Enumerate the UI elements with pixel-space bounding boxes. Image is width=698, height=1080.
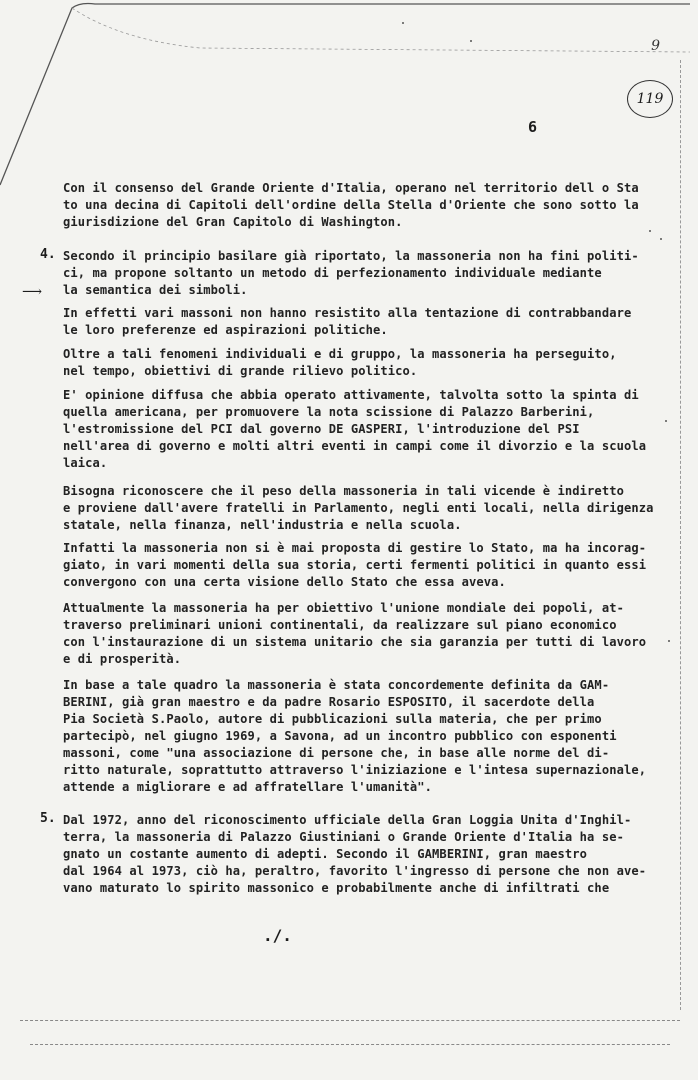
- text-line: In base a tale quadro la massoneria è stata concordemente definita da GAM-: [63, 678, 610, 692]
- page-number: 6: [528, 118, 538, 136]
- paragraph: [63, 180, 639, 231]
- paragraph: [63, 812, 647, 897]
- paragraph: [63, 387, 647, 472]
- text-line: statale, nella finanza, nell'industria e nella scuola.: [63, 518, 462, 532]
- text-line: Oltre a tali fenomeni individuali e di gruppo, la massoneria ha perseguito,: [63, 347, 617, 361]
- text-line: attende a migliorare e ad affratellare l'umanità".: [63, 780, 433, 794]
- text-line: traverso preliminari unioni continentali, da realizzare sul piano economico: [63, 618, 617, 632]
- text-line: Bisogna riconoscere che il peso della massoneria in tali vicende è indiretto: [63, 484, 624, 498]
- text-line: convergono con una certa visione dello Stato che essa aveva.: [63, 575, 506, 589]
- stamp-number: 119: [636, 91, 664, 107]
- speck: [668, 640, 670, 642]
- text-line: Infatti la massoneria non si è mai proposta di gestire lo Stato, ma ha incorag-: [63, 541, 647, 555]
- text-line: giato, in vari momenti della sua storia, certi fermenti politici in quanto essi: [63, 558, 647, 572]
- text-line: dal 1964 al 1973, ciò ha, peraltro, favorito l'ingresso di persone che non ave-: [63, 864, 647, 878]
- text-line: la semantica dei simboli.: [63, 283, 248, 297]
- text-line: le loro preferenze ed aspirazioni politiche.: [63, 323, 388, 337]
- text-line: In effetti vari massoni non hanno resistito alla tentazione di contrabbandare: [63, 306, 632, 320]
- text-line: e proviene dall'avere fratelli in Parlamento, negli enti locali, nella dirigenza: [63, 501, 654, 515]
- speck: [660, 238, 662, 240]
- bottom-dashed-rule: [20, 1020, 680, 1021]
- paragraph: [63, 600, 647, 668]
- bottom-dashed-rule-2: [30, 1044, 670, 1045]
- text-line: ritto naturale, soprattutto attraverso l'iniziazione e l'intesa supernazionale,: [63, 763, 647, 777]
- text-line: Dal 1972, anno del riconoscimento ufficiale della Gran Loggia Unita d'Inghil-: [63, 813, 632, 827]
- text-line: massoni, come "una associazione di persone che, in base alle norme del di-: [63, 746, 610, 760]
- paragraph: [63, 540, 647, 591]
- paragraph: [63, 346, 633, 380]
- text-line: e di prosperità.: [63, 652, 182, 666]
- text-line: Secondo il principio basilare già riportato, la massoneria non ha fini politi-: [63, 249, 639, 263]
- paragraph: [63, 305, 633, 339]
- text-line: Attualmente la massoneria ha per obiettivo l'unione mondiale dei popoli, at-: [63, 601, 624, 615]
- text-line: partecipò, nel giugno 1969, a Savona, ad un incontro pubblico con esponenti: [63, 729, 617, 743]
- text-line: E' opinione diffusa che abbia operato attivamente, talvolta sotto la spinta di: [63, 388, 639, 402]
- text-line: laica.: [63, 456, 108, 470]
- text-line: giurisdizione del Gran Capitolo di Washington.: [63, 215, 403, 229]
- paragraph: [63, 677, 647, 796]
- text-line: BERINI, già gran maestro e da padre Rosario ESPOSITO, il sacerdote della: [63, 695, 595, 709]
- text-line: nell'area di governo e molti altri eventi in campi come il divorzio e la scuola: [63, 439, 647, 453]
- page-stamp: [627, 80, 673, 118]
- paragraph: [63, 483, 654, 534]
- speck: [649, 230, 651, 232]
- speck: [470, 40, 472, 42]
- text-line: quella americana, per promuovere la nota scissione di Palazzo Barberini,: [63, 405, 595, 419]
- text-line: con l'instaurazione di un sistema unitario che sia garanzia per tutti di lavoro: [63, 635, 647, 649]
- continuation-mark: ./.: [263, 926, 292, 945]
- text-line: vano maturato lo spirito massonico e probabilmente anche di infiltrati che: [63, 881, 610, 895]
- speck: [665, 420, 667, 422]
- handwritten-corner-number: 9: [651, 38, 660, 54]
- handwritten-arrow-icon: ⟶: [22, 284, 43, 300]
- paragraph: [63, 248, 639, 299]
- text-line: l'estromissione del PCI dal governo DE GASPERI, l'introduzione del PSI: [63, 422, 580, 436]
- section-number: 5.: [40, 811, 56, 826]
- speck: [402, 22, 404, 24]
- text-line: Pia Società S.Paolo, autore di pubblicazioni sulla materia, che per primo: [63, 712, 602, 726]
- section-number: 4.: [40, 247, 56, 262]
- text-line: gnato un costante aumento di adepti. Secondo il GAMBERINI, gran maestro: [63, 847, 588, 861]
- text-line: ci, ma propone soltanto un metodo di perfezionamento individuale mediante: [63, 266, 602, 280]
- text-line: nel tempo, obiettivi di grande rilievo politico.: [63, 364, 418, 378]
- text-line: Con il consenso del Grande Oriente d'Italia, operano nel territorio dell o Sta: [63, 181, 639, 195]
- right-margin-rule: [680, 60, 681, 1010]
- text-line: to una decina di Capitoli dell'ordine della Stella d'Oriente che sono sotto la: [63, 198, 639, 212]
- text-line: terra, la massoneria di Palazzo Giustiniani o Grande Oriente d'Italia ha se-: [63, 830, 624, 844]
